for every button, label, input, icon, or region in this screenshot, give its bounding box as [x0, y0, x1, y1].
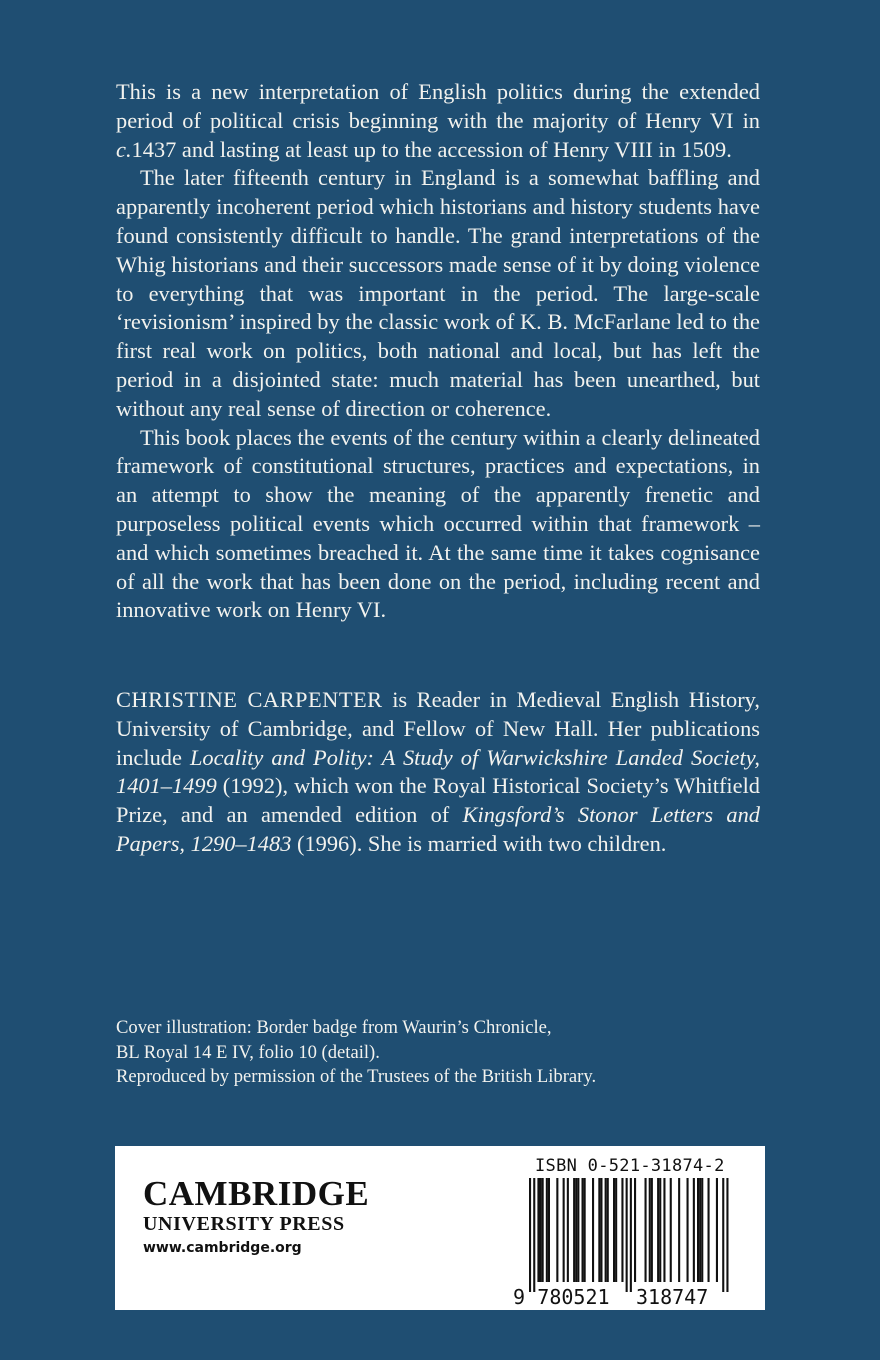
barcode-bar — [670, 1178, 672, 1282]
barcode-bar — [592, 1178, 594, 1282]
barcode-digits-right: 318747 — [636, 1285, 709, 1308]
barcode-bar — [659, 1178, 661, 1282]
barcode-bar — [726, 1178, 728, 1292]
barcode-bar — [663, 1178, 665, 1282]
publisher-url: www.cambridge.org — [143, 1240, 302, 1256]
barcode-bar — [567, 1178, 569, 1282]
barcode-bar — [626, 1178, 628, 1292]
barcode-bar — [699, 1178, 701, 1282]
barcode-bar — [582, 1178, 584, 1282]
barcode-bar — [573, 1178, 575, 1282]
barcode-bar — [607, 1178, 609, 1282]
barcode-bar — [621, 1178, 623, 1282]
barcode-bar — [697, 1178, 699, 1282]
barcode-bar — [537, 1178, 539, 1282]
barcode-bars — [529, 1178, 729, 1292]
barcode-bar — [548, 1178, 550, 1282]
barcode-bar — [708, 1178, 710, 1282]
author-name: CHRISTINE CARPENTER — [116, 687, 383, 712]
publisher-barcode-panel — [115, 1146, 765, 1310]
description-paragraph-2: The later fifteenth century in England is a somewhat baffling and apparently incoherent period which historians and history students have found consistently difficult to handle. The grand interpretations of the Whig historians and their successors made sense of it by doing violence to everything that was important in the period. The large-scale ‘revisionism’ inspired by the classic work of K. B. McFarlane led to the first real work on politics, both national and local, but has left the period in a disjointed state: much material has been unearthed, but without any real sense of direction or coherence. — [116, 165, 760, 421]
book-title-2: Kingsford’s Stonor Letters and Papers, 1290–1483 — [116, 802, 760, 856]
barcode-bar — [584, 1178, 586, 1282]
barcode-bar — [542, 1178, 544, 1282]
barcode-bar — [634, 1178, 636, 1282]
publisher-subname: UNIVERSITY PRESS — [143, 1213, 345, 1235]
credit-line-3: Reproduced by permission of the Trustees of the British Library. — [116, 1066, 597, 1088]
barcode-bar — [529, 1178, 531, 1292]
barcode-bar — [613, 1178, 615, 1282]
barcode-bar — [556, 1178, 558, 1282]
barcode-bar — [563, 1178, 565, 1282]
barcode-bar — [630, 1178, 632, 1292]
barcode-bar — [605, 1178, 607, 1282]
barcode-bar — [546, 1178, 548, 1282]
book-title-1: Locality and Polity: A Study of Warwickshire Landed Society, 1401–1499 — [116, 744, 760, 799]
barcode-digit-lead: 9 — [513, 1285, 526, 1308]
barcode-bar — [716, 1178, 718, 1282]
barcode-bar — [540, 1178, 542, 1282]
cover-illustration-credit — [116, 1016, 776, 1090]
barcode-bar — [678, 1178, 680, 1282]
description-paragraph-1: This is a new interpretation of English politics during the extended period of political crisis beginning with the majority of Henry VI in c.1437 and lasting at least up to the accession of Henry VIII in 1509. — [116, 79, 760, 162]
barcode-bar — [722, 1178, 724, 1292]
barcode-bar — [533, 1178, 535, 1292]
barcode-bar — [600, 1178, 602, 1282]
author-bio: CHRISTINE CARPENTER is Reader in Medieval English History, University of Cambridge, and Fellow of New Hall. Her publications include Locality and Polity: A Study of Warwickshire Landed Society, 1401–1499 (1992), which won the Royal Historical Society’s Whitfield Prize, and an amended edition of Kingsford’s Stonor Letters and Papers, 1290–1483 (1996). She is married with two children. — [116, 687, 761, 856]
barcode-bar — [649, 1178, 651, 1282]
publisher-name: CAMBRIDGE — [143, 1174, 370, 1213]
description-paragraph-3: This book places the events of the century within a clearly delineated framework of constitutional structures, practices and expectations, in an attempt to show the meaning of the apparently frenetic and purposeless political events which occurred within that framework – and which sometimes breached it. At the same time it takes cognisance of all the work that has been done on the period, including recent and innovative work on Henry VI. — [116, 424, 760, 623]
credit-line-2: BL Royal 14 E IV, folio 10 (detail). — [116, 1041, 380, 1063]
barcode-digits — [513, 1285, 708, 1308]
barcode-bar — [598, 1178, 600, 1282]
barcode-bar — [645, 1178, 647, 1282]
barcode-bar — [657, 1178, 659, 1282]
barcode-bar — [701, 1178, 703, 1282]
book-description — [116, 78, 760, 625]
barcode-bar — [615, 1178, 617, 1282]
credit-line-1: Cover illustration: Border badge from Waurin’s Chronicle, — [116, 1017, 552, 1038]
barcode-bar — [575, 1178, 577, 1282]
barcode-bar — [651, 1178, 653, 1282]
publisher-logo — [143, 1176, 369, 1256]
barcode-bar — [693, 1178, 695, 1282]
barcode-digits-left: 780521 — [537, 1285, 610, 1308]
barcode-bar — [687, 1178, 689, 1282]
isbn-label: ISBN 0-521-31874-2 — [535, 1156, 725, 1176]
isbn-barcode — [511, 1178, 741, 1308]
barcode-bar — [577, 1178, 579, 1282]
